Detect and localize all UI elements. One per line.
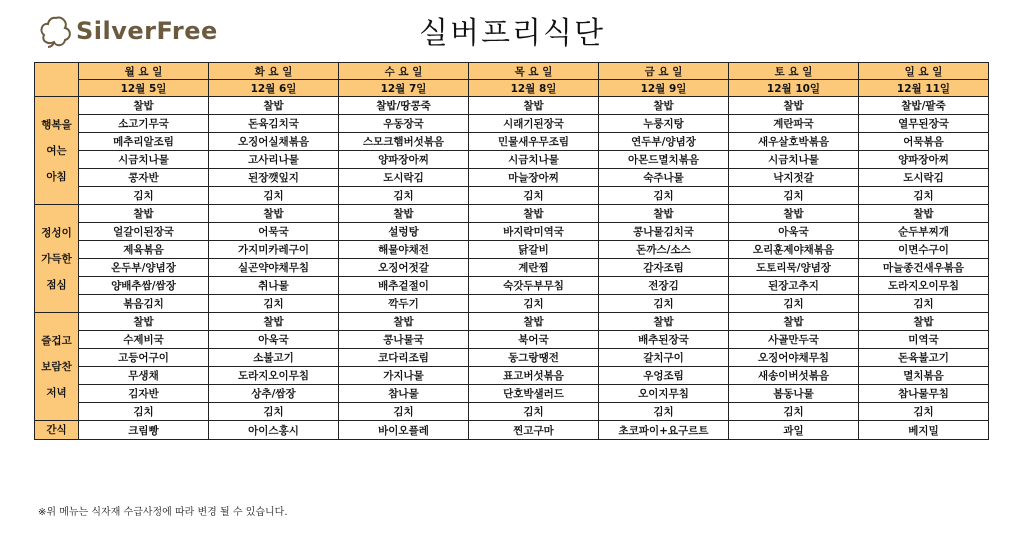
- day-date-header: 12월 5일: [79, 80, 209, 97]
- menu-cell: 소고기무국: [79, 115, 209, 133]
- menu-cell: 도시락김: [859, 169, 989, 187]
- menu-row: [35, 403, 989, 421]
- menu-cell: 누룽지탕: [599, 115, 729, 133]
- menu-cell: 수제비국: [79, 331, 209, 349]
- menu-row: [35, 223, 989, 241]
- menu-row: [35, 97, 989, 115]
- menu-row: [35, 169, 989, 187]
- menu-cell: 순두부찌개: [859, 223, 989, 241]
- day-date-header: 12월 6일: [209, 80, 339, 97]
- menu-cell: 우엉조림: [599, 367, 729, 385]
- menu-cell: 찰밥: [469, 313, 599, 331]
- menu-cell: 멸치볶음: [859, 367, 989, 385]
- menu-cell: 찰밥: [599, 97, 729, 115]
- menu-cell: 김치: [859, 187, 989, 205]
- menu-cell: 돈까스/소스: [599, 241, 729, 259]
- menu-cell: 새우살호박볶음: [729, 133, 859, 151]
- menu-cell: 마늘종건새우볶음: [859, 259, 989, 277]
- menu-row: [35, 151, 989, 169]
- menu-cell: 온두부/양념장: [79, 259, 209, 277]
- menu-row: [35, 205, 989, 223]
- menu-cell: 김치: [79, 187, 209, 205]
- menu-cell: 찰밥/팥죽: [859, 97, 989, 115]
- menu-cell: 북어국: [469, 331, 599, 349]
- day-date-header: 12월 9일: [599, 80, 729, 97]
- menu-row: [35, 313, 989, 331]
- menu-cell: 김치: [209, 187, 339, 205]
- weekly-menu-table: [34, 62, 989, 440]
- day-name-header: 월 요 일: [79, 63, 209, 80]
- snack-cell: 찐고구마: [469, 421, 599, 440]
- menu-cell: 미역국: [859, 331, 989, 349]
- menu-cell: 숙주나물: [599, 169, 729, 187]
- day-name-header: 수 요 일: [339, 63, 469, 80]
- menu-cell: 표고버섯볶음: [469, 367, 599, 385]
- menu-cell: 된장깻잎지: [209, 169, 339, 187]
- day-name-header: 금 요 일: [599, 63, 729, 80]
- menu-cell: 볶음김치: [79, 295, 209, 313]
- menu-cell: 민물새우무조림: [469, 133, 599, 151]
- menu-cell: 김치: [79, 403, 209, 421]
- menu-cell: 고사리나물: [209, 151, 339, 169]
- day-name-header: 화 요 일: [209, 63, 339, 80]
- day-name-header: 일 요 일: [859, 63, 989, 80]
- menu-cell: 콩나물국: [339, 331, 469, 349]
- menu-cell: 계란파국: [729, 115, 859, 133]
- menu-cell: 계란찜: [469, 259, 599, 277]
- menu-cell: 봄동나물: [729, 385, 859, 403]
- snack-row: [35, 421, 989, 440]
- menu-cell: 메추리알조림: [79, 133, 209, 151]
- logo-text: SilverFree: [76, 17, 218, 45]
- menu-cell: 김치: [339, 187, 469, 205]
- snack-cell: 베지밀: [859, 421, 989, 440]
- menu-cell: 김치: [729, 403, 859, 421]
- menu-cell: 연두부/양념장: [599, 133, 729, 151]
- snack-cell: 크림빵: [79, 421, 209, 440]
- menu-cell: 김치: [469, 295, 599, 313]
- menu-cell: 동그랑땡전: [469, 349, 599, 367]
- menu-cell: 제육볶음: [79, 241, 209, 259]
- menu-cell: 시래기된장국: [469, 115, 599, 133]
- menu-body: [35, 97, 989, 440]
- menu-row: [35, 367, 989, 385]
- menu-row: [35, 259, 989, 277]
- menu-row: [35, 115, 989, 133]
- menu-cell: 양배추쌈/쌈장: [79, 277, 209, 295]
- menu-cell: 새송이버섯볶음: [729, 367, 859, 385]
- footnote: ※위 메뉴는 식자재 수급사정에 따라 변경 될 수 있습니다.: [38, 507, 288, 518]
- menu-cell: 마늘장아찌: [469, 169, 599, 187]
- menu-cell: 무생채: [79, 367, 209, 385]
- menu-cell: 찰밥: [339, 313, 469, 331]
- menu-cell: 깍두기: [339, 295, 469, 313]
- snack-cell: 초코파이+요구르트: [599, 421, 729, 440]
- menu-cell: 코다리조림: [339, 349, 469, 367]
- menu-row: [35, 241, 989, 259]
- menu-cell: 단호박샐러드: [469, 385, 599, 403]
- menu-cell: 김치: [859, 295, 989, 313]
- menu-cell: 참나물무침: [859, 385, 989, 403]
- menu-row: [35, 331, 989, 349]
- menu-cell: 시금치나물: [729, 151, 859, 169]
- menu-cell: 닭갈비: [469, 241, 599, 259]
- meal-label: 행복을 여는 아침: [35, 97, 79, 205]
- menu-cell: 돈육불고기: [859, 349, 989, 367]
- menu-cell: 찰밥: [79, 205, 209, 223]
- meal-label: 정성이 가득한 점심: [35, 205, 79, 313]
- menu-cell: 찰밥: [469, 97, 599, 115]
- menu-cell: 낙지젓갈: [729, 169, 859, 187]
- snack-cell: 아이스홍시: [209, 421, 339, 440]
- day-date-header: 12월 7일: [339, 80, 469, 97]
- menu-cell: 찰밥: [209, 97, 339, 115]
- menu-cell: 돈육김치국: [209, 115, 339, 133]
- day-date-header: 12월 10일: [729, 80, 859, 97]
- menu-cell: 취나물: [209, 277, 339, 295]
- menu-cell: 찰밥: [859, 205, 989, 223]
- menu-cell: 어묵국: [209, 223, 339, 241]
- menu-cell: 해물야채전: [339, 241, 469, 259]
- menu-cell: 찰밥: [79, 97, 209, 115]
- menu-cell: 콩나물김치국: [599, 223, 729, 241]
- day-name-header: 토 요 일: [729, 63, 859, 80]
- menu-cell: 오징어실채볶음: [209, 133, 339, 151]
- menu-cell: 소불고기: [209, 349, 339, 367]
- menu-cell: 김치: [599, 403, 729, 421]
- menu-cell: 김치: [729, 295, 859, 313]
- menu-cell: 찰밥: [339, 205, 469, 223]
- menu-cell: 아몬드멸치볶음: [599, 151, 729, 169]
- header-corner: [35, 63, 79, 97]
- menu-cell: 갈치구이: [599, 349, 729, 367]
- menu-cell: 바지락미역국: [469, 223, 599, 241]
- menu-cell: 김치: [599, 295, 729, 313]
- menu-cell: 도토리묵/양념장: [729, 259, 859, 277]
- menu-cell: 김치: [469, 187, 599, 205]
- menu-row: [35, 187, 989, 205]
- menu-cell: 참나물: [339, 385, 469, 403]
- menu-cell: 도라지오이무침: [859, 277, 989, 295]
- menu-cell: 오징어젓갈: [339, 259, 469, 277]
- menu-cell: 전장김: [599, 277, 729, 295]
- menu-cell: 도시락김: [339, 169, 469, 187]
- menu-cell: 스모크햄버섯볶음: [339, 133, 469, 151]
- menu-cell: 찰밥: [729, 313, 859, 331]
- menu-cell: 양파장아찌: [859, 151, 989, 169]
- day-name-header: 목 요 일: [469, 63, 599, 80]
- menu-cell: 김치: [859, 403, 989, 421]
- menu-cell: 김치: [339, 403, 469, 421]
- menu-cell: 된장고추지: [729, 277, 859, 295]
- menu-cell: 어묵볶음: [859, 133, 989, 151]
- menu-cell: 배추된장국: [599, 331, 729, 349]
- menu-cell: 김치: [729, 187, 859, 205]
- menu-cell: 시금치나물: [469, 151, 599, 169]
- menu-cell: 김자반: [79, 385, 209, 403]
- menu-cell: 김치: [469, 403, 599, 421]
- menu-cell: 가지미카레구이: [209, 241, 339, 259]
- meal-label: 즐겁고 보람찬 저녁: [35, 313, 79, 421]
- snack-label: 간식: [35, 421, 79, 440]
- menu-cell: 가지나물: [339, 367, 469, 385]
- menu-cell: 고등어구이: [79, 349, 209, 367]
- day-date-header: 12월 8일: [469, 80, 599, 97]
- menu-cell: 숙갓두부무침: [469, 277, 599, 295]
- menu-cell: 찰밥: [79, 313, 209, 331]
- menu-cell: 배추겉절이: [339, 277, 469, 295]
- menu-cell: 찰밥: [729, 205, 859, 223]
- menu-cell: 우동장국: [339, 115, 469, 133]
- menu-row: [35, 295, 989, 313]
- menu-cell: 찰밥/땅콩죽: [339, 97, 469, 115]
- menu-cell: 찰밥: [209, 313, 339, 331]
- menu-cell: 찰밥: [209, 205, 339, 223]
- menu-cell: 찰밥: [599, 205, 729, 223]
- menu-cell: 찰밥: [859, 313, 989, 331]
- menu-cell: 찰밥: [599, 313, 729, 331]
- menu-header: [35, 63, 989, 97]
- menu-cell: 시금치나물: [79, 151, 209, 169]
- menu-cell: 아욱국: [209, 331, 339, 349]
- snack-cell: 바이오플레: [339, 421, 469, 440]
- menu-cell: 김치: [599, 187, 729, 205]
- day-date-header: 12월 11일: [859, 80, 989, 97]
- menu-cell: 사골만두국: [729, 331, 859, 349]
- menu-cell: 도라지오이무침: [209, 367, 339, 385]
- menu-cell: 열무된장국: [859, 115, 989, 133]
- menu-cell: 설렁탕: [339, 223, 469, 241]
- menu-cell: 콩자반: [79, 169, 209, 187]
- menu-cell: 이면수구이: [859, 241, 989, 259]
- menu-cell: 오이지무침: [599, 385, 729, 403]
- menu-row: [35, 385, 989, 403]
- menu-cell: 감자조림: [599, 259, 729, 277]
- menu-cell: 아욱국: [729, 223, 859, 241]
- menu-row: [35, 133, 989, 151]
- menu-cell: 오징어야채무침: [729, 349, 859, 367]
- menu-cell: 찰밥: [469, 205, 599, 223]
- menu-cell: 김치: [209, 403, 339, 421]
- snack-cell: 과일: [729, 421, 859, 440]
- menu-cell: 찰밥: [729, 97, 859, 115]
- menu-row: [35, 349, 989, 367]
- menu-cell: 상추/쌈장: [209, 385, 339, 403]
- menu-cell: 양파장아찌: [339, 151, 469, 169]
- menu-cell: 오리훈제야채볶음: [729, 241, 859, 259]
- menu-cell: 김치: [209, 295, 339, 313]
- menu-cell: 얼갈이된장국: [79, 223, 209, 241]
- menu-row: [35, 277, 989, 295]
- menu-cell: 실곤약야채무침: [209, 259, 339, 277]
- page-title: 실버프리식단: [419, 16, 605, 51]
